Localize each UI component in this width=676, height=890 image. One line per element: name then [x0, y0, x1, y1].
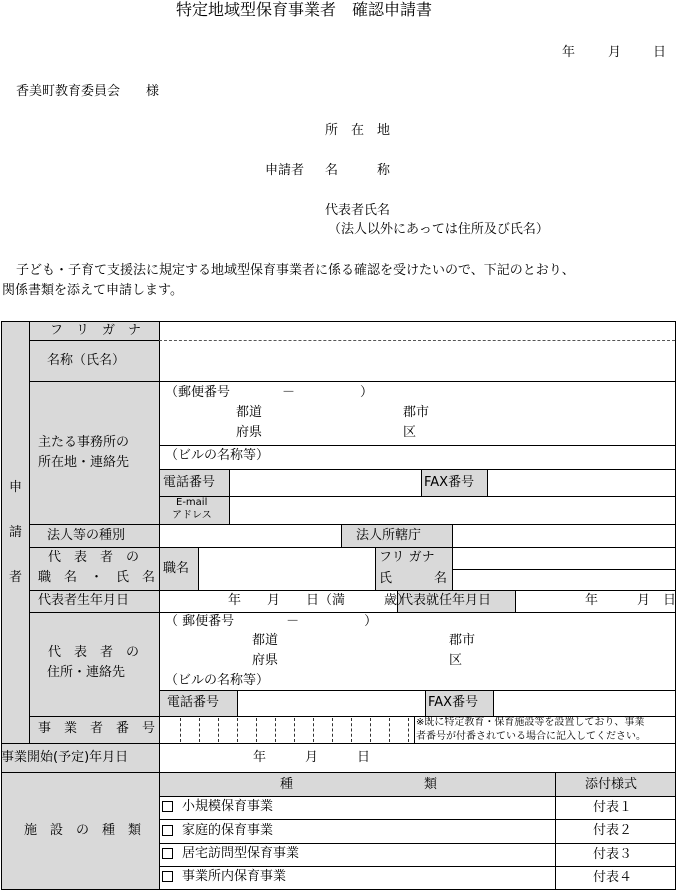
rep-start-day: 日: [663, 593, 676, 608]
side-label-1: 申: [9, 480, 23, 495]
email-label-1: E-mail: [176, 497, 208, 508]
ku2-label: 区: [449, 653, 463, 668]
business-no-label: 事 業 者 番 号: [38, 721, 156, 736]
building2-label: （ビルの名称等）: [165, 673, 270, 688]
business-no-note: [416, 716, 674, 744]
facility-attach-1: 付表１: [593, 800, 633, 815]
main-office-label-2: 所在地・連絡先: [38, 455, 130, 470]
start-date-label: 事業開始(予定)年月日: [1, 750, 129, 765]
corp-office-label: 法人所轄庁: [356, 528, 422, 543]
rep-birth-label: 代表者生年月日: [38, 593, 130, 608]
facility-checkbox-2[interactable]: [162, 825, 173, 836]
phone2-label: 電話番号: [167, 695, 220, 710]
facility-type-label: 施 設 の 種 類: [24, 823, 142, 838]
address-label: 所 在 地: [325, 123, 391, 138]
fax-label: FAX番号: [424, 475, 475, 490]
facility-checkbox-4[interactable]: [162, 871, 173, 882]
date-day-label: 日: [653, 45, 667, 60]
intro-line-2: 関係書類を添えて申請します。: [2, 283, 183, 298]
date-year-label: 年: [562, 45, 576, 60]
main-office-label-1: 主たる事務所の: [38, 435, 130, 450]
shishi-label: 郡市: [403, 405, 430, 420]
type-header-1: 種: [280, 777, 294, 792]
rep-addr-label-1: 代 表 者 の: [48, 645, 140, 660]
rep-start-label: 代表就任年月日: [400, 593, 492, 608]
side-label-3: 者: [9, 570, 23, 585]
applicant-label: 申請者: [265, 163, 305, 178]
addressee: 香美町教育委員会 様: [16, 84, 160, 99]
shishi2-label: 郡市: [449, 633, 476, 648]
postal2-label: （ 郵便番号 － ）: [165, 614, 378, 629]
facility-label-4: 事業所内保育事業: [182, 869, 287, 884]
shimei-label-2: 名: [434, 571, 448, 586]
fuken-label: 府県: [236, 425, 263, 440]
todo2-label: 都道: [252, 633, 279, 648]
rep-label-2: 職 名 ・ 氏 名: [38, 570, 156, 585]
rep-addr-label-2: 住所・連絡先: [47, 665, 126, 680]
phone-label: 電話番号: [163, 475, 216, 490]
attach-header: 添付様式: [585, 777, 638, 792]
business-no-note-1: ※既に特定教育・保育施設等を設置しており、事業: [416, 717, 645, 728]
name-label: 名 称: [325, 163, 391, 178]
side-label-2: 請: [9, 525, 23, 540]
facility-label-1: 小規模保育事業: [182, 799, 274, 814]
name-row-label: 名称（氏名）: [47, 353, 126, 368]
facility-attach-2: 付表２: [593, 823, 633, 838]
email-label-2: アドレス: [172, 510, 212, 521]
intro-line-1: 子ども・子育て支援法に規定する地域型保育事業者に係る確認を受けたいので、下記のとおり、: [16, 263, 575, 278]
business-no-note-2: 者番号が付番されている場合に記入してください。: [416, 731, 646, 742]
furigana2-label: フリ ガナ: [379, 550, 435, 565]
rep-label-1: 代 表 者 の: [48, 550, 140, 565]
corp-type-label: 法人等の種別: [47, 528, 126, 543]
rep-note: （法人以外にあっては住所及び氏名）: [328, 222, 549, 237]
shimei-label-1: 氏: [379, 571, 393, 586]
building-label: （ビルの名称等）: [165, 448, 270, 463]
todo-label: 都道: [236, 405, 263, 420]
rep-start-ym: 年 月: [585, 593, 651, 608]
facility-checkbox-1[interactable]: [162, 801, 173, 812]
birth-value: 年 月 日（満 歳）: [228, 593, 411, 608]
facility-attach-4: 付表４: [593, 870, 633, 885]
rep-name-label: 代表者氏名: [325, 203, 391, 218]
type-header-2: 類: [424, 777, 438, 792]
start-date-value: 年 月 日: [253, 750, 371, 765]
fax2-label: FAX番号: [428, 695, 479, 710]
date-month-label: 月: [608, 45, 622, 60]
facility-label-2: 家庭的保育事業: [182, 823, 274, 838]
facility-label-3: 居宅訪問型保育事業: [182, 846, 300, 861]
title-label: 職名: [163, 561, 190, 576]
facility-checkbox-3[interactable]: [162, 848, 173, 859]
postal-label: （郵便番号 － ）: [165, 385, 374, 400]
facility-attach-3: 付表３: [593, 847, 633, 862]
page-title: 特定地域型保育事業者 確認申請書: [176, 0, 433, 19]
furigana-label: フ リ ガ ナ: [50, 323, 142, 338]
fuken2-label: 府県: [252, 653, 279, 668]
ku-label: 区: [403, 425, 417, 440]
